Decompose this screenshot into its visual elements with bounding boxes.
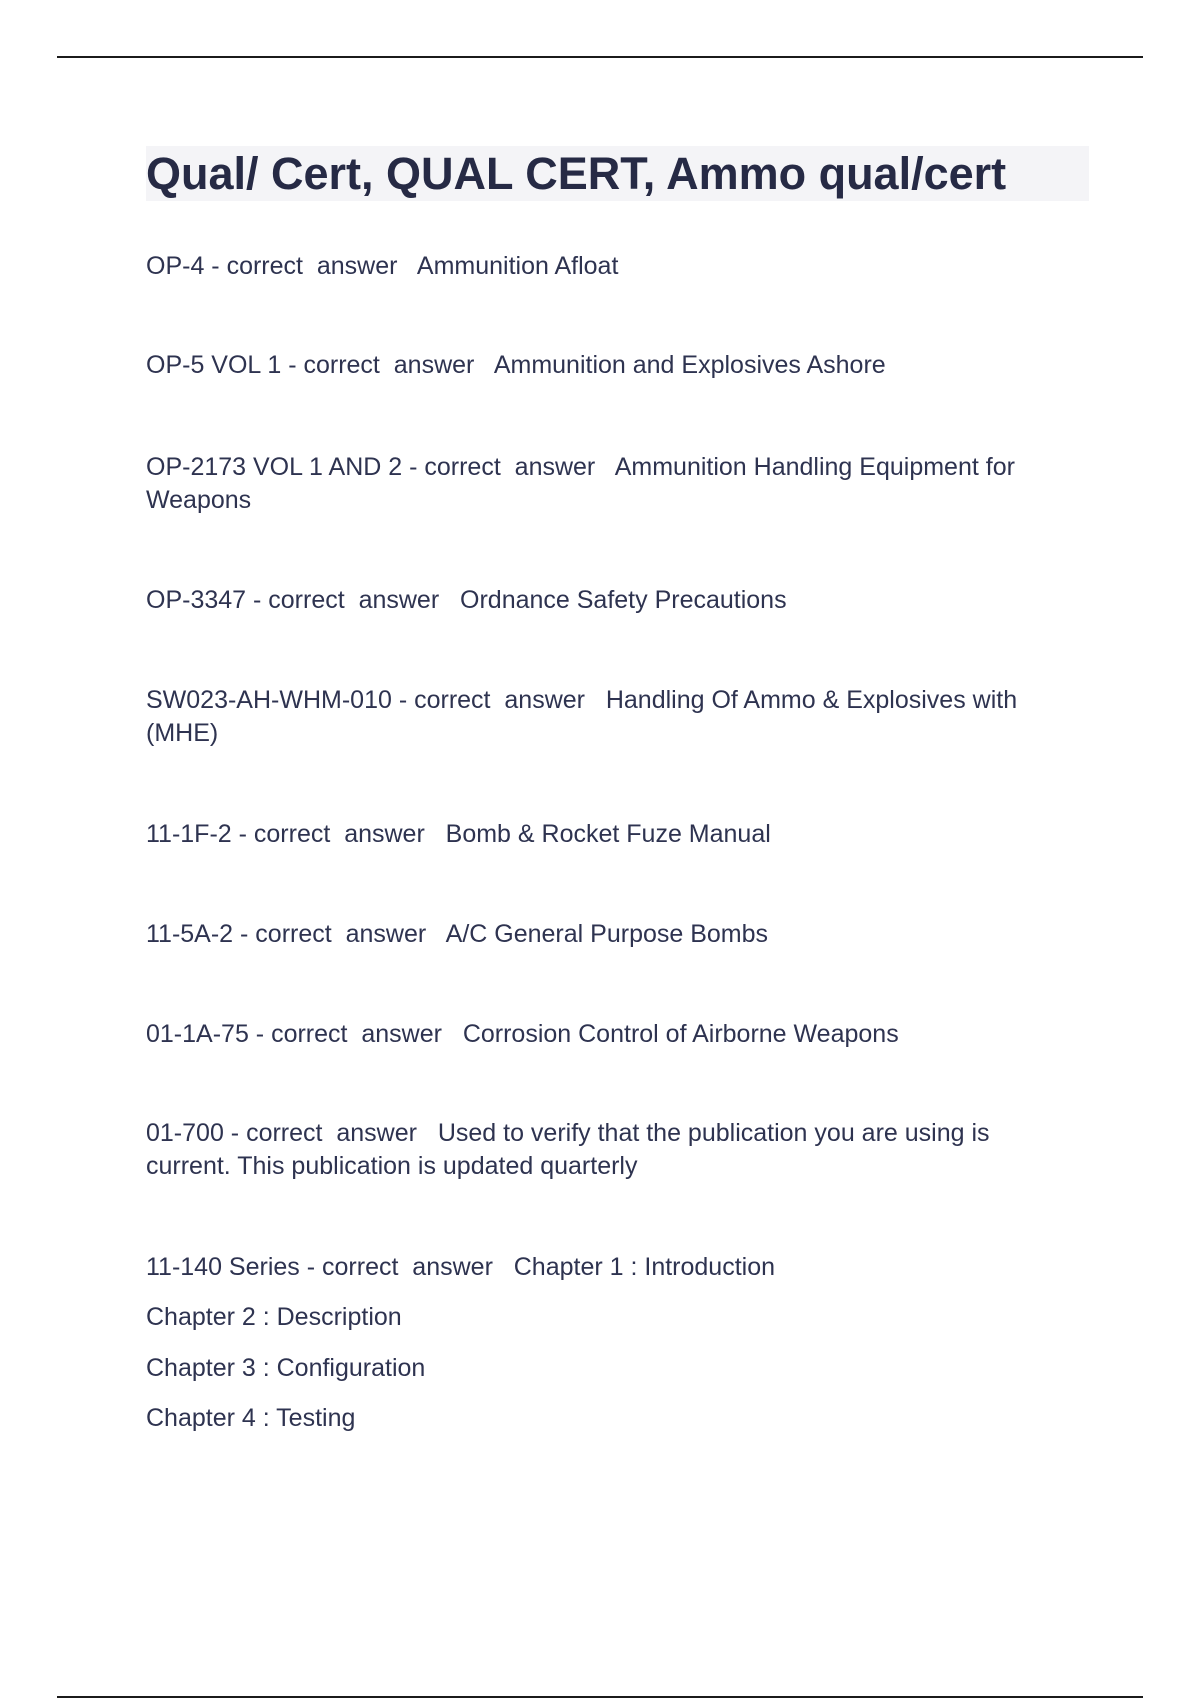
- entry-separator: - correct answer: [402, 453, 615, 481]
- flashcard-entry: [146, 349, 1076, 382]
- flashcard-entry: [146, 1251, 1076, 1284]
- entry-separator: - correct answer: [281, 351, 494, 379]
- flashcard-entry: [146, 1117, 1076, 1183]
- flashcard-entry: [146, 584, 1076, 617]
- entry-term: 11-1F-2: [146, 820, 232, 848]
- entry-term: 01-700: [146, 1119, 224, 1147]
- title-highlight: [146, 146, 1089, 201]
- entry-answer: A/C General Purpose Bombs: [445, 920, 769, 948]
- entry-continuation-line: Chapter 2 : Description: [146, 1303, 402, 1331]
- entry-answer: Ordnance Safety Precautions: [460, 586, 787, 614]
- entry-separator: - correct answer: [299, 1253, 514, 1281]
- top-rule: [57, 56, 1143, 58]
- entry-continuation-line: Chapter 4 : Testing: [146, 1404, 356, 1432]
- flashcard-entry: [146, 818, 1076, 851]
- entry-answer: Handling Of Ammo & Explosives with (MHE): [146, 686, 1025, 747]
- entry-separator: - correct answer: [223, 1119, 438, 1147]
- entry-term: OP-2173 VOL 1 AND 2: [146, 453, 403, 481]
- entry-separator: - correct answer: [204, 252, 417, 280]
- page-title: Qual/ Cert, QUAL CERT, Ammo qual/cert: [146, 148, 1007, 199]
- entry-continuation-line: Chapter 3 : Configuration: [146, 1354, 426, 1382]
- entry-term: 11-5A-2: [146, 920, 234, 948]
- entry-term: 01-1A-75: [146, 1020, 249, 1048]
- entry-answer: Chapter 1 : Introduction: [513, 1253, 776, 1281]
- entry-answer: Ammunition Afloat: [416, 252, 619, 280]
- entry-answer: Used to verify that the publication you are using is current. This publication is updated quarterly: [146, 1119, 997, 1180]
- entry-answer: Bomb & Rocket Fuze Manual: [445, 820, 771, 848]
- entry-separator: - correct answer: [233, 920, 446, 948]
- entry-answer: Ammunition Handling Equipment for Weapons: [146, 453, 1022, 514]
- entry-term: 11-140 Series: [146, 1253, 300, 1281]
- flashcard-entry: [146, 918, 1076, 951]
- flashcard-entry: [146, 684, 1076, 750]
- flashcard-entry: [146, 250, 1076, 283]
- entry-term: SW023-AH-WHM-010: [146, 686, 392, 714]
- entry-separator: - correct answer: [391, 686, 606, 714]
- flashcard-entry: [146, 451, 1076, 517]
- entry-separator: - correct answer: [248, 1020, 463, 1048]
- entry-answer: Ammunition and Explosives Ashore: [493, 351, 886, 379]
- entry-answer: Corrosion Control of Airborne Weapons: [462, 1020, 899, 1048]
- entry-term: OP-5 VOL 1: [146, 351, 282, 379]
- entry-separator: - correct answer: [231, 820, 446, 848]
- entry-term: OP-3347: [146, 586, 247, 614]
- bottom-rule: [57, 1696, 1143, 1698]
- flashcard-entry: [146, 1018, 1076, 1051]
- entry-term: OP-4: [146, 252, 205, 280]
- entry-separator: - correct answer: [246, 586, 461, 614]
